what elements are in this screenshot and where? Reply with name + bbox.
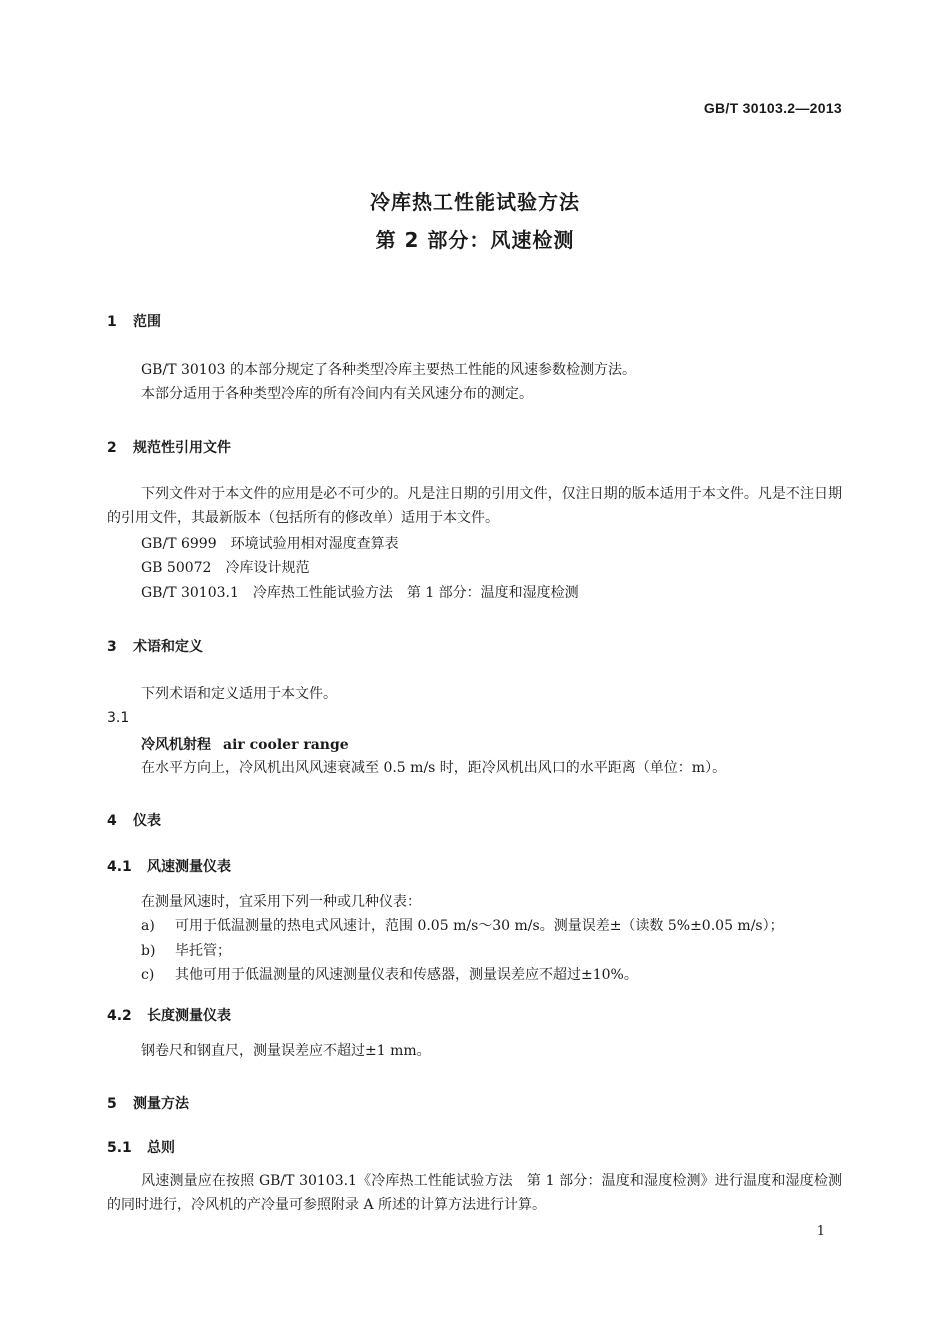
section-3-para-1: 下列术语和定义适用于本文件。 — [141, 686, 337, 702]
term-chinese: 冷风机射程 — [141, 737, 211, 753]
section-title: 测量方法 — [133, 1096, 189, 1112]
subsection-title: 长度测量仪表 — [147, 1008, 231, 1024]
subsection-4-1-para: 在测量风速时，宜采用下列一种或几种仪表： — [141, 894, 421, 910]
list-text: 毕托管； — [175, 943, 231, 959]
subsection-4-1-heading — [107, 856, 231, 876]
document-subtitle: 第 2 部分：风速检测 — [375, 228, 575, 252]
list-marker: a) — [141, 918, 155, 934]
subsection-5-1-para: 风速测量应在按照 GB/T 30103.1《冷库热工性能试验方法 第 1 部分：温度和湿度检测》进行温度和湿度检测的同时进行，冷风机的产冷量可参照附录 A 所述的计算方法进行计算。 — [107, 1173, 842, 1213]
section-title: 规范性引用文件 — [133, 440, 231, 456]
subsection-title: 风速测量仪表 — [147, 859, 231, 875]
section-number: 2 — [107, 440, 117, 456]
list-text: 其他可用于低温测量的风速测量仪表和传感器，测量误差应不超过±10%。 — [175, 967, 638, 983]
standard-code: GB/T 30103.2—2013 — [703, 100, 842, 116]
section-4-heading — [107, 810, 161, 830]
subsection-title: 总则 — [147, 1140, 175, 1156]
list-item — [141, 963, 842, 987]
section-number: 1 — [107, 314, 117, 330]
term-english: air cooler range — [223, 737, 349, 753]
subsection-4-2-para: 钢卷尺和钢直尺，测量误差应不超过±1 mm。 — [141, 1043, 431, 1059]
subsection-number: 4.1 — [107, 859, 132, 875]
document-title: 冷库热工性能试验方法 — [370, 190, 580, 214]
term-number: 3.1 — [107, 710, 130, 726]
page-number: 1 — [816, 1224, 825, 1239]
subsection-5-1-heading — [107, 1137, 175, 1157]
reference-item: GB/T 30103.1 冷库热工性能试验方法 第 1 部分：温度和湿度检测 — [141, 585, 579, 601]
subsection-4-2-heading — [107, 1005, 231, 1025]
reference-item: GB 50072 冷库设计规范 — [141, 560, 310, 576]
term-definition: 在水平方向上，冷风机出风风速衰减至 0.5 m/s 时，距冷风机出风口的水平距离（单位：m）。 — [141, 760, 727, 776]
section-5-heading — [107, 1093, 189, 1113]
list-marker: b) — [141, 943, 156, 959]
section-2-heading — [107, 437, 231, 457]
section-title: 术语和定义 — [133, 639, 203, 655]
section-title: 范围 — [133, 314, 161, 330]
section-3-heading — [107, 636, 203, 656]
list-item — [141, 914, 842, 938]
list-text: 可用于低温测量的热电式风速计，范围 0.05 m/s～30 m/s。测量误差±（读数 5%±0.05 m/s）； — [175, 918, 784, 934]
subsection-number: 5.1 — [107, 1140, 132, 1156]
subsection-number: 4.2 — [107, 1008, 132, 1024]
section-2-para-1: 下列文件对于本文件的应用是必不可少的。凡是注日期的引用文件，仅注日期的版本适用于本文件。凡是不注日期的引用文件，其最新版本（包括所有的修改单）适用于本文件。 — [107, 486, 842, 526]
reference-item: GB/T 6999 环境试验用相对湿度查算表 — [141, 536, 399, 552]
section-title: 仪表 — [133, 813, 161, 829]
section-number: 4 — [107, 813, 117, 829]
term-entry — [141, 734, 349, 754]
section-1-para-1: GB/T 30103 的本部分规定了各种类型冷库主要热工性能的风速参数检测方法。 — [141, 362, 636, 378]
section-number: 5 — [107, 1096, 117, 1112]
section-1-para-2: 本部分适用于各种类型冷库的所有冷间内有关风速分布的测定。 — [141, 386, 533, 402]
section-number: 3 — [107, 639, 117, 655]
list-item — [141, 939, 842, 963]
list-marker: c) — [141, 967, 155, 983]
section-1-heading — [107, 311, 161, 331]
